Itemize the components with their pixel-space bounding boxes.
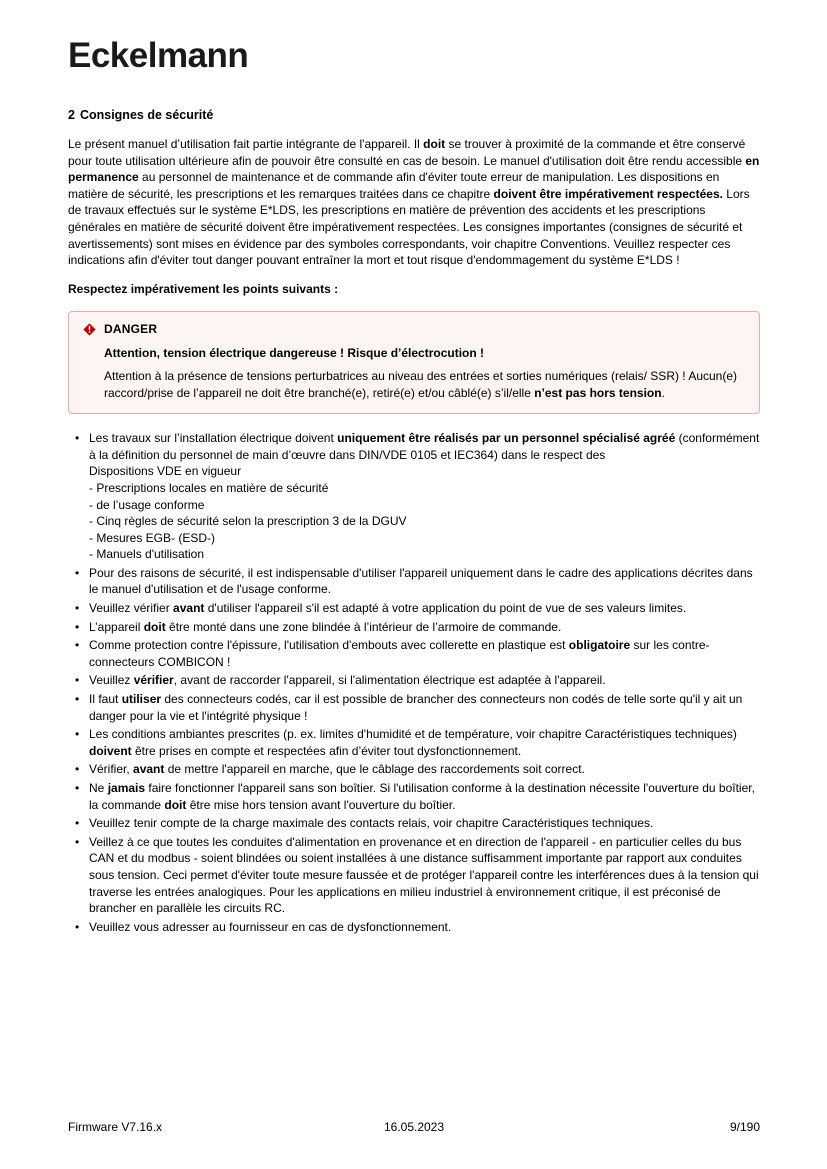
list-item-text: Veuillez vérifier, avant de raccorder l'appareil, si l'alimentation électrique est adaptée à l'appareil.: [89, 673, 606, 688]
list-item: [68, 761, 760, 778]
list-item: [68, 726, 760, 759]
footer-date: 16.05.2023: [383, 1120, 445, 1134]
danger-title: Attention, tension électrique dangereuse ! Risque d’électrocution !: [104, 346, 485, 361]
list-item-text: Vérifier, avant de mettre l'appareil en marche, que le câblage des raccordements soit correct.: [89, 762, 585, 777]
safety-bullet-list: [68, 430, 760, 935]
page-footer: [68, 1120, 760, 1134]
list-item-subline: - Cinq règles de sécurité selon la prescription 3 de la DGUV: [89, 514, 407, 529]
list-item: [68, 619, 760, 636]
page-content: [68, 108, 760, 937]
section-number: 2: [68, 108, 75, 122]
list-item: [68, 780, 760, 813]
section-title-text: Consignes de sécurité: [79, 108, 214, 122]
list-item-subline: - Mesures EGB- (ESD-): [89, 530, 216, 545]
lead-in-text: Respectez impérativement les points suivants :: [68, 281, 339, 296]
list-item: [68, 637, 760, 670]
list-item-text: Les travaux sur l’installation électrique doivent uniquement être réalisés par un personnel spécialisé agréé (conformément à la définition du personnel de main d’œuvre dans DIN/VDE 0105 et IEC364) dans le respect des: [89, 431, 760, 462]
danger-header: [83, 322, 745, 336]
list-item-subline: Dispositions VDE en vigueur: [89, 464, 242, 479]
danger-warning-icon: [83, 323, 96, 336]
list-item: [68, 600, 760, 617]
footer-page-number: 9/190: [729, 1120, 760, 1134]
list-item: [68, 815, 760, 832]
list-item-subline: - de l’usage conforme: [89, 497, 205, 512]
list-item-text: Veuillez vérifier avant d'utiliser l'appareil s'il est adapté à votre application du point de vue de ses valeurs limites.: [89, 601, 687, 616]
list-item: [68, 834, 760, 917]
intro-paragraph: Le présent manuel d’utilisation fait partie intégrante de l'appareil. Il doit se trouver à proximité de la commande et être conservé pour toute utilisation ultérieure afin de pouvoir être consulté en cas de besoin. Le manuel d'utilisation doit être rendu accessible en permanence au personnel de maintenance et de commande afin d'éviter toute erreur de manipulation. Les dispositions en matière de sécurité, les prescriptions et les remarques traitées dans ce chapitre doivent être impérativement respectées. Lors de travaux effectués sur le système E*LDS, les prescriptions en matière de prévention des accidents et les prescriptions générales en matière de sécurité doivent être impérativement respectées. Les consignes importantes (consignes de sécurité et avertissements) sont mises en évidence par des symboles correspondants, voir chapitre Conventions. Veuillez respecter ces indications afin d'éviter tout danger pouvant entraîner la mort et tout risque d'endommagement du système E*LDS !: [68, 137, 760, 268]
danger-body: [83, 345, 745, 401]
list-item: [68, 691, 760, 724]
list-item-text: Veuillez vous adresser au fournisseur en cas de dysfonctionnement.: [89, 919, 452, 934]
list-item-text: Comme protection contre l'épissure, l'utilisation d'embouts avec collerette en plastique est obligatoire sur les contre-connecteurs COMBICON !: [89, 638, 710, 669]
list-item: [68, 565, 760, 598]
list-item: [68, 672, 760, 689]
danger-text: Attention à la présence de tensions perturbatrices au niveau des entrées et sorties numériques (relais/ SSR) ! Aucun(e) raccord/prise de l’appareil ne doit être branché(e), retiré(e) et/ou câblé(e) s’il/elle n’est pas hors tension.: [104, 368, 738, 400]
list-item-text: L’appareil doit être monté dans une zone blindée à l’intérieur de l’armoire de commande.: [89, 619, 562, 634]
list-item-text: Pour des raisons de sécurité, il est indispensable d'utiliser l'appareil uniquement dans le cadre des applications décrites dans le manuel d'utilisation et de l'usage conforme.: [89, 565, 753, 597]
list-item-text: Veuillez tenir compte de la charge maximale des contacts relais, voir chapitre Caractéristiques techniques.: [89, 816, 654, 831]
list-item-text: Les conditions ambiantes prescrites (p. ex. limites d'humidité et de température, voir chapitre Caractéristiques techniques) doivent être prises en compte et respectées afin d’éviter tout dysfonctionnement.: [89, 727, 737, 758]
danger-callout: [68, 311, 760, 414]
list-item-sublines: [89, 463, 760, 563]
list-item-subline: - Prescriptions locales en matière de sécurité: [89, 480, 329, 495]
list-item: [68, 919, 760, 936]
section-heading: [68, 108, 760, 122]
danger-label: DANGER: [104, 322, 158, 337]
footer-firmware: Firmware V7.16.x: [68, 1120, 163, 1134]
list-item: [68, 430, 760, 563]
list-item-text: Ne jamais faire fonctionner l'appareil sans son boîtier. Si l'utilisation conforme à la destination nécessite l'ouverture du boîtier, la commande doit être mise hors tension avant l'ouverture du boîtier.: [89, 781, 755, 812]
list-item-subline: - Manuels d'utilisation: [89, 547, 205, 562]
company-logo: Eckelmann: [68, 36, 249, 75]
list-item-text: Veillez à ce que toutes les conduites d'alimentation en provenance et en direction de l'appareil - en particulier celles du bus CAN et du modbus - soient blindées ou soient installées à une distance suffisamment importante par rapport aux conduites sous tension. Ceci permet d'éviter toute mesure faussée et de protéger l'appareil contre les interférences dues à la tension qui traverse les entrées analogiques. Pour les applications en milieu industriel à environnement critique, il est préconisé de brancher en parallèle les circuits RC.: [89, 834, 759, 916]
list-item-text: Il faut utiliser des connecteurs codés, car il est possible de brancher des connecteurs non codés de telle sorte qu'il y ait un danger pour la vie et l'intégrité physique !: [89, 692, 743, 723]
